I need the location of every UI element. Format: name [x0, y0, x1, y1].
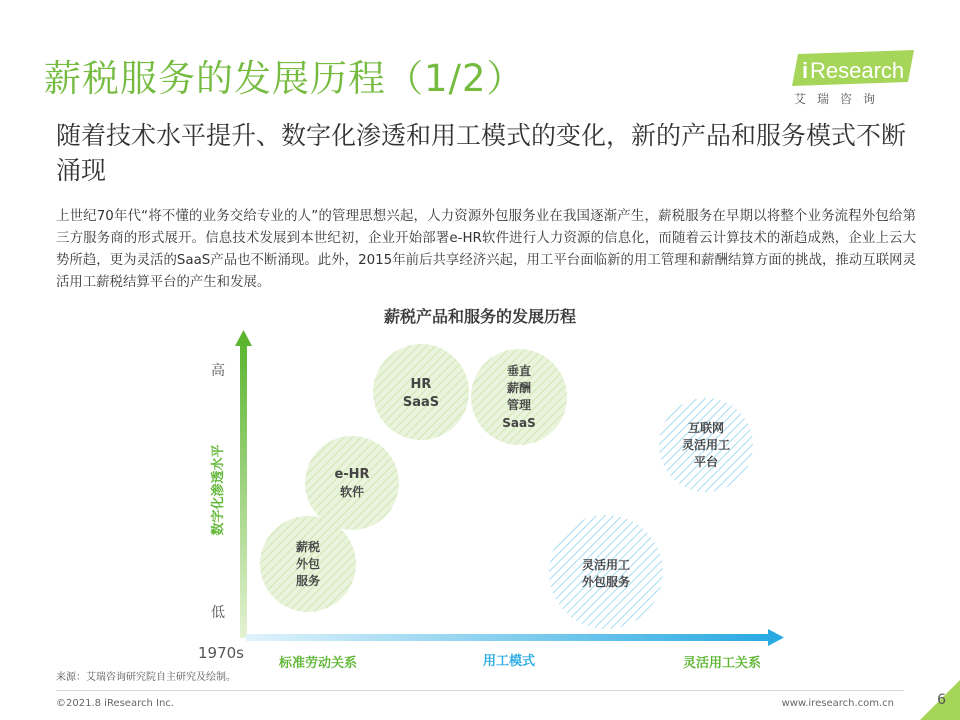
- website-link[interactable]: www.iresearch.com.cn: [781, 698, 894, 709]
- svg-text:SaaS: SaaS: [402, 395, 440, 410]
- svg-text:服务: 服务: [295, 574, 321, 588]
- logo-subtitle: 艾瑞咨询: [794, 92, 887, 106]
- source-note: 来源：艾瑞咨询研究院自主研究及绘制。: [56, 672, 236, 683]
- svg-text:互联网: 互联网: [687, 421, 725, 435]
- node-payroll-outsourcing: [260, 516, 356, 612]
- x-axis-right-label: 灵活用工关系: [682, 656, 762, 671]
- x-axis-title: 用工模式: [482, 654, 536, 669]
- svg-text:外包: 外包: [295, 557, 321, 571]
- logo-i: i: [802, 58, 809, 83]
- svg-text:外包服务: 外包服务: [581, 575, 631, 589]
- svg-text:软件: 软件: [339, 485, 365, 499]
- svg-text:薪税: 薪税: [295, 540, 321, 554]
- svg-text:薪酬: 薪酬: [506, 381, 532, 395]
- footer-divider: [56, 690, 904, 691]
- node-vertical-payroll-saas: [471, 349, 567, 445]
- y-axis-arrowhead: [235, 330, 252, 346]
- node-ehr-software: [305, 436, 399, 530]
- y-axis-high-label: 高: [211, 363, 225, 379]
- diagram-title: 薪税产品和服务的发展历程: [383, 307, 576, 326]
- x-axis-arrowhead: [768, 629, 784, 646]
- x-axis-bar: [246, 634, 768, 641]
- svg-text:管理: 管理: [506, 398, 532, 412]
- y-axis: [235, 330, 252, 638]
- svg-text:灵活用工: 灵活用工: [681, 438, 731, 452]
- svg-text:e-HR: e-HR: [334, 467, 370, 482]
- page-title: 薪税服务的发展历程（1/2）: [44, 57, 525, 100]
- svg-text:灵活用工: 灵活用工: [581, 558, 631, 572]
- node-flexible-outsourcing: [549, 515, 663, 629]
- y-axis-title: 数字化渗透水平: [211, 444, 226, 536]
- page-subtitle: 随着技术水平提升、数字化渗透和用工模式的变化，新的产品和服务模式不断涌现: [56, 121, 907, 185]
- page-number: 6: [937, 692, 946, 708]
- svg-text:SaaS: SaaS: [502, 416, 536, 430]
- y-axis-bar: [240, 342, 247, 638]
- node-hr-saas: [373, 344, 469, 440]
- node-internet-flexible-platform: [659, 398, 753, 492]
- copyright: ©2021.8 iResearch Inc.: [56, 698, 174, 709]
- svg-text:HR: HR: [410, 377, 432, 392]
- x-axis: [246, 629, 784, 646]
- logo-research: Research: [810, 58, 905, 83]
- intro-paragraph: 上世纪70年代“将不懂的业务交给专业的人”的管理思想兴起，人力资源外包服务业在我国逐渐产生，薪税服务在早期以将整个业务流程外包给第三方服务商的形式展开。信息技术发展到本世纪初，企业开始部署e-HR软件进行人力资源的信息化，而随着云计算技术的渐趋成熟，企业上云大势所趋，更为灵活的SaaS产品也不断涌现。此外，2015年前后共享经济兴起，用工平台面临新的用工管理和薪酬结算方面的挑战，推动互联网灵活用工薪税结算平台的产生和发展。: [56, 209, 916, 290]
- x-axis-start-label: 1970s: [198, 644, 244, 662]
- x-axis-left-label: 标准劳动关系: [278, 656, 358, 671]
- svg-text:垂直: 垂直: [506, 364, 532, 378]
- svg-text:平台: 平台: [693, 455, 719, 469]
- y-axis-low-label: 低: [211, 605, 225, 621]
